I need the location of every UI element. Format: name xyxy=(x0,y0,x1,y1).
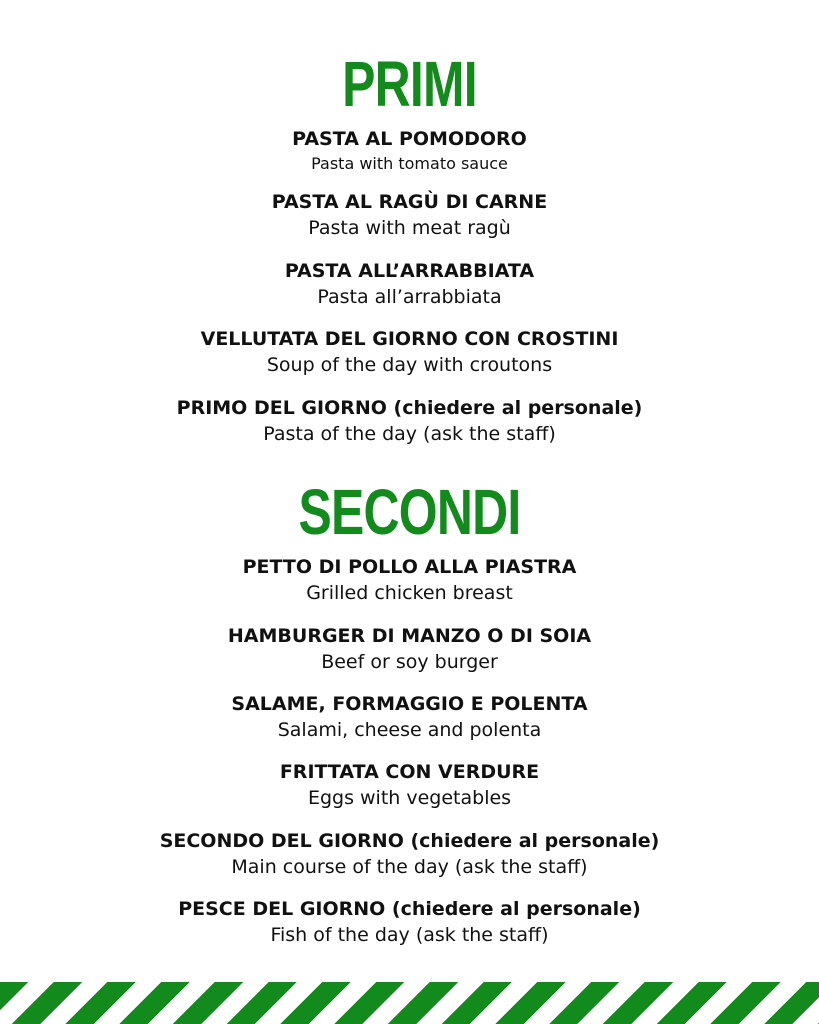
menu-item-description: Eggs with vegetables xyxy=(307,787,512,809)
menu-item xyxy=(0,395,819,447)
menu-item-description: Beef or soy burger xyxy=(321,651,498,673)
menu-item-description: Pasta all’arrabbiata xyxy=(317,286,502,308)
menu-item xyxy=(0,326,819,378)
menu-item-description: Salami, cheese and polenta xyxy=(277,719,542,741)
menu-item-description: Fish of the day (ask the staff) xyxy=(270,924,549,946)
menu-item xyxy=(0,258,819,310)
menu-item xyxy=(0,189,819,241)
menu-item-name: HAMBURGER DI MANZO O DI SOIA xyxy=(227,625,592,647)
menu-item-name: SALAME, FORMAGGIO E POLENTA xyxy=(231,693,588,715)
menu-item xyxy=(0,828,819,880)
menu-item xyxy=(0,126,819,176)
menu-item xyxy=(0,896,819,948)
menu-item-description: Grilled chicken breast xyxy=(306,582,513,604)
menu-item xyxy=(0,691,819,743)
menu-item-name: PASTA ALL’ARRABBIATA xyxy=(284,260,535,282)
menu-item-name: PESCE DEL GIORNO (chiedere al personale) xyxy=(178,898,641,920)
menu-item-name: VELLUTATA DEL GIORNO CON CROSTINI xyxy=(200,328,619,350)
section-title-primi: PRIMI xyxy=(342,48,477,120)
menu-item-name: PRIMO DEL GIORNO (chiedere al personale) xyxy=(176,397,643,419)
menu-item-name: FRITTATA CON VERDURE xyxy=(279,761,540,783)
menu-item-description: Pasta with tomato sauce xyxy=(311,154,508,173)
menu-item-name: SECONDO DEL GIORNO (chiedere al personale) xyxy=(159,830,660,852)
menu-item-description: Soup of the day with croutons xyxy=(266,354,553,376)
menu-item xyxy=(0,759,819,811)
section-title-secondi: SECONDI xyxy=(298,476,521,548)
menu-item-description: Pasta with meat ragù xyxy=(308,217,511,239)
menu-item-description: Pasta of the day (ask the staff) xyxy=(263,423,556,445)
menu-item-description: Main course of the day (ask the staff) xyxy=(231,856,588,878)
decorative-stripe-border xyxy=(0,982,819,1024)
menu-item xyxy=(0,623,819,675)
menu-item-name: PETTO DI POLLO ALLA PIASTRA xyxy=(242,556,577,578)
menu-item-name: PASTA AL RAGÙ DI CARNE xyxy=(271,191,548,213)
menu-item xyxy=(0,554,819,606)
menu-item-name: PASTA AL POMODORO xyxy=(292,128,527,150)
